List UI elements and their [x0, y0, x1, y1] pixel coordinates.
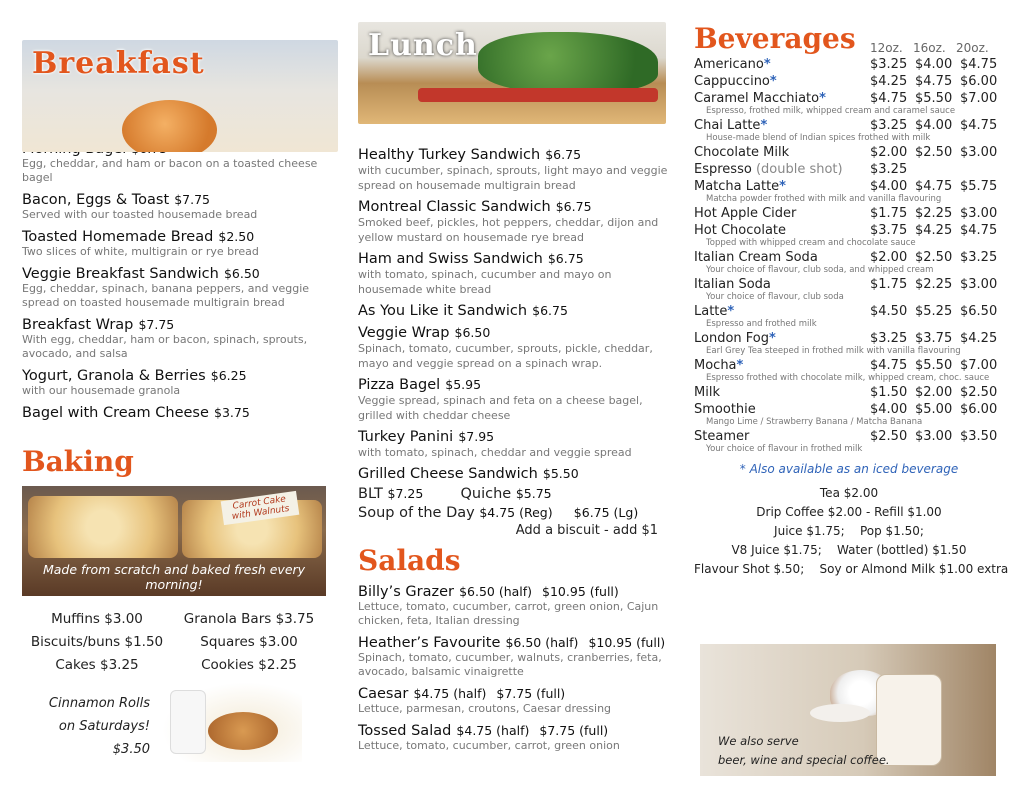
beverage-line	[694, 277, 1004, 292]
beverage-line	[694, 358, 1004, 373]
salad-item	[358, 683, 678, 716]
asterisk-icon: *	[727, 304, 735, 319]
lunch-column	[358, 0, 678, 753]
beverages-title: Beverages	[694, 22, 856, 55]
item-name: Bagel with Cream Cheese	[22, 405, 209, 421]
beverage-name-cell	[694, 179, 870, 194]
beverage-desc: Your choice of flavour, club soda, and whipped cream	[706, 265, 934, 275]
beverage-line	[694, 402, 1004, 417]
breakfast-item	[22, 263, 338, 310]
beverage-name-cell	[694, 385, 870, 400]
beverage-item	[694, 304, 1004, 329]
asterisk-icon: *	[769, 74, 777, 89]
item-desc: With egg, cheddar, ham or bacon, spinach, sprouts, avocado, and salsa	[22, 333, 308, 360]
lunch-item	[358, 248, 678, 297]
baking-caption: Made from scratch and baked fresh every morning!	[42, 562, 306, 592]
beverage-name-cell	[694, 429, 870, 444]
item-desc: Smoked beef, pickles, hot peppers, cheddar, dijon and yellow mustard on housemade rye bread	[358, 216, 659, 244]
breakfast-column	[22, 0, 338, 757]
beverage-name: Chocolate Milk	[694, 145, 790, 160]
item-name: As You Like it Sandwich	[358, 303, 528, 319]
salads-list	[358, 581, 678, 753]
lunch-item-line	[358, 144, 678, 163]
beverage-item	[694, 277, 1004, 302]
item-name: Turkey Panini	[358, 429, 454, 445]
beverage-item	[694, 402, 1004, 427]
item-desc: Lettuce, tomato, cucumber, carrot, green onion, Cajun chicken, feta, Italian dressing	[358, 600, 659, 627]
salad-full-price: $7.75 (full)	[496, 686, 566, 701]
beverage-item	[694, 331, 1004, 356]
beverage-name-cell	[694, 57, 870, 72]
extra-line: Juice $1.75; Pop $1.50;	[774, 524, 924, 538]
beverage-item	[694, 385, 1004, 400]
orange-pastry-shape	[122, 100, 217, 152]
beverage-desc: Espresso, frothed milk, whipped cream and caramel sauce	[706, 106, 956, 116]
item-desc: Egg, cheddar, and ham or bacon on a toasted cheese bagel	[22, 157, 318, 184]
beverage-name: Latte	[694, 304, 728, 319]
beverage-price: $6.00	[960, 74, 998, 89]
item-name: Pizza Bagel	[358, 377, 441, 393]
salad-full-price: $10.95 (full)	[542, 584, 619, 599]
extra-line: Flavour Shot $.50; Soy or Almond Milk $1.00 extra	[694, 562, 1009, 576]
beverage-price: $3.25	[870, 57, 908, 72]
caption-line: We also serve	[718, 734, 799, 748]
beverage-name-cell	[694, 91, 870, 106]
item-price: $6.75	[555, 199, 592, 214]
item-name: Ham and Swiss Sandwich	[358, 251, 543, 267]
beverage-line	[694, 91, 1004, 106]
beverage-line	[694, 206, 1004, 221]
breakfast-item	[22, 365, 338, 398]
beverage-name-cell	[694, 74, 870, 89]
beverage-name: Caramel Macchiato	[694, 91, 820, 106]
beverage-name-cell	[694, 223, 870, 238]
biscuit-addon: Add a biscuit - add $1	[515, 523, 658, 538]
beverage-extra: (double shot)	[755, 162, 843, 177]
beverage-name-cell	[694, 358, 870, 373]
item-desc: Spinach, tomato, cucumber, sprouts, pickle, cheddar, mayo and veggie spread on a spinach wrap.	[358, 342, 653, 370]
beverage-price: $5.00	[915, 402, 953, 417]
beverage-price: $4.75	[960, 118, 998, 133]
size-header: 12oz.	[870, 41, 903, 55]
beverage-name-cell	[694, 304, 870, 319]
salad-item	[358, 720, 678, 753]
salad-half-price: $6.50 (half)	[505, 635, 579, 650]
salad-item-line	[358, 720, 678, 739]
beverage-line	[694, 118, 1004, 133]
beverage-price: $4.00	[870, 402, 908, 417]
beverage-name-cell	[694, 331, 870, 346]
breakfast-item-line	[22, 365, 338, 384]
baking-item: Muffins $3.00	[51, 611, 143, 627]
beverage-name: Espresso	[694, 162, 752, 177]
beverage-line	[694, 304, 1004, 319]
beverage-price: $3.25	[870, 118, 908, 133]
item-price: $6.25	[210, 368, 247, 383]
breakfast-item-line	[22, 189, 338, 208]
beverage-desc: Earl Grey Tea steeped in frothed milk with vanilla flavouring	[706, 346, 961, 356]
asterisk-icon: *	[779, 179, 786, 194]
breakfast-item-line	[22, 263, 338, 282]
cinnamon-line: Cinnamon Rolls	[48, 696, 150, 711]
item-price: $6.75	[532, 303, 568, 318]
beverage-name: Hot Chocolate	[694, 223, 787, 238]
breakfast-item-line	[22, 226, 338, 245]
lunch-item	[358, 144, 678, 193]
item-name: Bacon, Eggs & Toast	[22, 192, 170, 208]
beverage-item	[694, 91, 1004, 116]
item-desc: with our housemade granola	[22, 384, 181, 397]
beverage-item	[694, 57, 1004, 72]
beverage-price: $7.00	[960, 91, 998, 106]
item-name: Healthy Turkey Sandwich	[358, 147, 541, 163]
breakfast-item	[22, 314, 338, 361]
item-name: Veggie Wrap	[358, 325, 450, 341]
beverage-price: $4.50	[870, 304, 908, 319]
lunch-hero-image	[358, 22, 666, 124]
cinnamon-roll-photo	[162, 682, 302, 762]
item-name: Billy’s Grazer	[358, 584, 454, 600]
breakfast-hero-image	[22, 40, 338, 152]
item-desc: Lettuce, tomato, cucumber, carrot, green onion	[358, 739, 620, 752]
baking-right-list	[172, 608, 326, 677]
beverage-line	[694, 250, 1004, 265]
beverage-price: $2.00	[870, 250, 908, 265]
cinnamon-rolls-special	[22, 692, 150, 761]
beverage-line	[694, 429, 1004, 444]
item-name: Breakfast Wrap	[22, 317, 134, 333]
beverage-name: Milk	[694, 385, 720, 400]
baking-photo	[22, 486, 326, 596]
beverage-price: $3.25	[960, 250, 998, 265]
beverage-item	[694, 250, 1004, 275]
lunch-item	[358, 374, 678, 423]
lunch-item-line	[358, 463, 678, 482]
item-price: $7.75	[174, 192, 211, 207]
beverage-price: $4.25	[870, 74, 908, 89]
beverage-price: $2.50	[960, 385, 998, 400]
beverage-line	[694, 385, 1004, 400]
item-price: $6.50	[223, 266, 260, 281]
lunch-title: Lunch	[368, 28, 478, 63]
asterisk-icon: *	[736, 358, 744, 373]
beverage-price: $4.25	[960, 331, 998, 346]
extra-line: Tea $2.00	[819, 486, 879, 500]
blt-quiche-row	[358, 486, 678, 502]
salad-half-price: $6.50 (half)	[459, 584, 533, 599]
item-price: $3.75	[214, 405, 250, 420]
beverage-item	[694, 145, 1004, 160]
cinnamon-line: on Saturdays!	[58, 719, 150, 734]
beverage-price: $5.75	[960, 179, 998, 194]
lunch-item-line	[358, 196, 678, 215]
item-desc: Lettuce, parmesan, croutons, Caesar dressing	[358, 702, 612, 715]
beverage-price: $4.00	[915, 57, 953, 72]
soup-row	[358, 505, 678, 521]
beverage-name: Steamer	[694, 429, 750, 444]
beverage-price: $1.75	[870, 206, 908, 221]
salad-item-line	[358, 632, 678, 651]
coffee-photo	[700, 644, 996, 776]
beverage-price: $4.25	[915, 223, 953, 238]
breakfast-item	[22, 189, 338, 222]
salad-half-price: $4.75 (half)	[456, 723, 530, 738]
beverage-name-cell	[694, 145, 870, 160]
beverage-name: Chai Latte	[694, 118, 761, 133]
beverage-name: Italian Soda	[694, 277, 771, 292]
lunch-list	[358, 144, 678, 482]
beverage-line	[694, 145, 1004, 160]
baking-left-list	[22, 608, 172, 677]
beverage-price: $2.50	[870, 429, 908, 444]
item-desc: Spinach, tomato, cucumber, walnuts, cranberries, feta, avocado, balsamic vinaigrette	[358, 651, 662, 678]
beverage-price: $5.25	[915, 304, 953, 319]
beverage-name: Italian Cream Soda	[694, 250, 818, 265]
beverage-price: $2.50	[915, 250, 953, 265]
item-price: $2.50	[218, 229, 255, 244]
beverage-extras	[694, 484, 1009, 579]
beverage-name-cell	[694, 118, 870, 133]
salad-full-price: $10.95 (full)	[588, 635, 666, 650]
extra-line: V8 Juice $1.75; Water (bottled) $1.50	[731, 543, 967, 557]
beverage-price: $3.00	[915, 429, 953, 444]
carrot-cake-sign: Carrot Cake with Walnuts	[221, 491, 300, 525]
extra-line: Drip Coffee $2.00 - Refill $1.00	[756, 505, 942, 519]
beverage-name: Cappuccino	[694, 74, 770, 89]
quiche-price: $5.75	[515, 486, 552, 501]
beverage-price: $4.75	[915, 179, 953, 194]
lunch-item	[358, 300, 678, 319]
beverage-name-cell	[694, 277, 870, 292]
beverage-name-cell	[694, 206, 870, 221]
lunch-item	[358, 196, 678, 245]
beverage-item	[694, 358, 1004, 383]
asterisk-icon: *	[769, 331, 776, 346]
item-desc: with tomato, spinach, cucumber and mayo on housemade white bread	[358, 268, 612, 296]
quiche-name: Quiche	[460, 486, 512, 502]
item-name: Grilled Cheese Sandwich	[358, 466, 538, 482]
beverage-item	[694, 118, 1004, 143]
salad-item	[358, 581, 678, 628]
breakfast-item	[22, 402, 338, 421]
beverage-price: $4.75	[870, 91, 908, 106]
beverage-line	[694, 179, 1004, 194]
beverage-price: $4.00	[870, 179, 908, 194]
beverage-price: $2.00	[870, 145, 908, 160]
baking-item: Squares $3.00	[200, 634, 298, 650]
beverage-price: $4.75	[870, 358, 908, 373]
beverage-price: $7.00	[960, 358, 998, 373]
beverage-price: $3.75	[870, 223, 908, 238]
item-price: $7.75	[138, 317, 175, 332]
baking-item: Biscuits/buns $1.50	[30, 634, 164, 650]
item-desc: Egg, cheddar, spinach, banana peppers, and veggie spread on toasted housemade multigrain bread	[22, 282, 310, 309]
beverage-price: $3.75	[915, 331, 953, 346]
breakfast-item	[22, 226, 338, 259]
item-price: $6.50	[454, 325, 491, 340]
beverage-price: $5.50	[915, 91, 953, 106]
asterisk-icon: *	[763, 57, 771, 72]
beverage-line	[694, 74, 1004, 89]
item-price: $5.95	[445, 377, 482, 392]
beverage-line	[694, 331, 1004, 346]
beverage-desc: Matcha powder frothed with milk and vanilla flavouring	[706, 194, 942, 204]
beverage-price: $2.25	[915, 206, 953, 221]
salad-half-price: $4.75 (half)	[413, 686, 487, 701]
beverage-item	[694, 179, 1004, 204]
lunch-item-line	[358, 426, 678, 445]
beverage-price: $3.00	[960, 277, 998, 292]
beverage-price: $2.50	[915, 145, 953, 160]
beverage-desc: Your choice of flavour in frothed milk	[706, 444, 863, 454]
breakfast-item-line	[22, 402, 338, 421]
baking-item: Cakes $3.25	[55, 657, 139, 673]
caption-line: beer, wine and special coffee.	[718, 753, 890, 767]
beverage-price: $3.00	[960, 206, 998, 221]
beverage-price: $5.50	[915, 358, 953, 373]
baking-item: Granola Bars $3.75	[183, 611, 315, 627]
soup-name: Soup of the Day	[358, 505, 475, 521]
iced-note: * Also available as an iced beverage	[739, 462, 959, 476]
beverage-price: $2.25	[915, 277, 953, 292]
soup-reg: $4.75 (Reg)	[479, 505, 553, 520]
item-desc: with tomato, spinach, cheddar and veggie spread	[358, 446, 632, 459]
beverage-line	[694, 223, 1004, 238]
beverage-desc: Topped with whipped cream and chocolate sauce	[706, 238, 916, 248]
baking-prices	[22, 608, 326, 677]
lunch-item	[358, 463, 678, 482]
beverage-line	[694, 57, 1004, 72]
beverage-desc: Espresso and frothed milk	[706, 319, 817, 329]
beverage-price: $3.00	[960, 145, 998, 160]
beverage-name: Smoothie	[694, 402, 756, 417]
beverage-name: Hot Apple Cider	[694, 206, 797, 221]
beverage-price: $3.50	[960, 429, 998, 444]
beverage-price: $4.75	[960, 57, 998, 72]
lunch-item-line	[358, 300, 678, 319]
salad-item-line	[358, 683, 678, 702]
beverage-name-cell	[694, 162, 870, 177]
beverage-item	[694, 162, 1004, 177]
baking-title: Baking	[22, 445, 134, 478]
photo-caption	[718, 732, 890, 770]
salads-title: Salads	[358, 544, 461, 577]
beverages-list	[694, 57, 1004, 454]
beverage-desc: Your choice of flavour, club soda	[706, 292, 844, 302]
item-price: $6.75	[547, 251, 584, 266]
beverage-desc: House-made blend of Indian spices frothed with milk	[706, 133, 931, 143]
beverage-price: $2.00	[915, 385, 953, 400]
beverage-name: Matcha Latte	[694, 179, 780, 194]
item-name: Heather’s Favourite	[358, 635, 501, 651]
item-name: Yogurt, Granola & Berries	[22, 368, 206, 384]
beverage-name: Americano	[694, 57, 764, 72]
beverage-line	[694, 162, 1004, 177]
item-name: Tossed Salad	[358, 723, 452, 739]
item-desc: Served with our toasted housemade bread	[22, 208, 258, 221]
size-headers	[870, 41, 999, 55]
beverage-desc: Espresso frothed with chocolate milk, whipped cream, choc. sauce	[706, 373, 990, 383]
beverage-price: $3.25	[870, 331, 908, 346]
beverage-item	[694, 206, 1004, 221]
lunch-item	[358, 426, 678, 460]
baking-item: Cookies $2.25	[201, 657, 297, 673]
blt-price: $7.25	[387, 486, 424, 501]
beverage-price: $3.25	[870, 162, 908, 177]
beverage-desc: Mango Lime / Strawberry Banana / Matcha Banana	[706, 417, 923, 427]
beverage-item	[694, 74, 1004, 89]
item-name: Caesar	[358, 686, 409, 702]
beverage-name: Mocha	[694, 358, 737, 373]
lunch-item-line	[358, 374, 678, 393]
item-name: Montreal Classic Sandwich	[358, 199, 551, 215]
beverage-price: $1.50	[870, 385, 908, 400]
lunch-item	[358, 322, 678, 371]
beverage-price: $4.75	[915, 74, 953, 89]
beverage-name-cell	[694, 250, 870, 265]
asterisk-icon: *	[819, 91, 826, 106]
item-name: Toasted Homemade Bread	[22, 229, 214, 245]
item-price: $5.50	[542, 466, 579, 481]
item-desc: with cucumber, spinach, sprouts, light mayo and veggie spread on housemade multigrain bread	[358, 164, 668, 192]
beverage-price: $4.00	[915, 118, 953, 133]
lunch-item-line	[358, 322, 678, 341]
asterisk-icon: *	[760, 118, 768, 133]
size-header: 16oz.	[913, 41, 946, 55]
item-name: Veggie Breakfast Sandwich	[22, 266, 219, 282]
size-header: 20oz.	[956, 41, 989, 55]
salad-full-price: $7.75 (full)	[539, 723, 609, 738]
beverage-name-cell	[694, 402, 870, 417]
soup-lg: $6.75 (Lg)	[573, 505, 639, 520]
salad-item	[358, 632, 678, 679]
beverage-item	[694, 429, 1004, 454]
beverage-price: $6.50	[960, 304, 998, 319]
beverages-header	[694, 22, 1004, 55]
beverage-price: $4.75	[960, 223, 998, 238]
cinnamon-line: $3.50	[112, 742, 150, 757]
salad-item-line	[358, 581, 678, 600]
item-price: $7.95	[458, 429, 495, 444]
item-desc: Veggie spread, spinach and feta on a cheese bagel, grilled with cheddar cheese	[358, 394, 643, 422]
item-desc: Two slices of white, multigrain or rye bread	[22, 245, 259, 258]
beverage-price: $6.00	[960, 402, 998, 417]
beverage-item	[694, 223, 1004, 248]
breakfast-item-line	[22, 314, 338, 333]
breakfast-title: Breakfast	[32, 46, 205, 81]
beverage-price: $1.75	[870, 277, 908, 292]
beverages-column	[694, 0, 1009, 767]
lunch-item-line	[358, 248, 678, 267]
item-price: $6.75	[545, 147, 582, 162]
blt-name: BLT	[358, 486, 383, 502]
beverage-name: London Fog	[694, 331, 770, 346]
breakfast-list	[22, 138, 338, 421]
